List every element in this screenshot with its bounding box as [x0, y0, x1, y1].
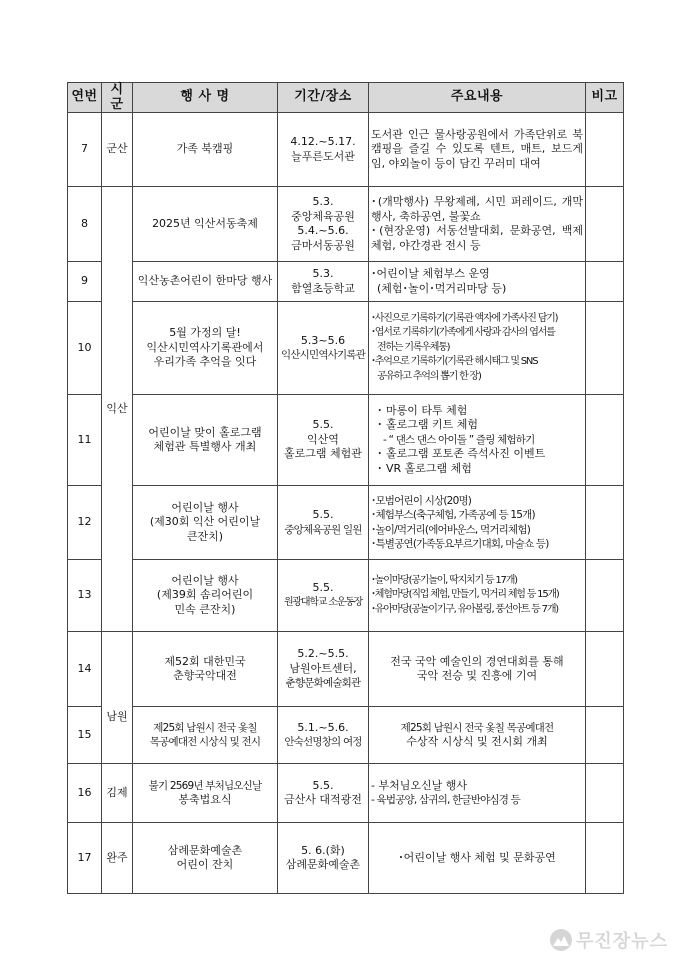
table-row [68, 113, 624, 187]
name-line: 가족 북캠핑 [176, 142, 234, 156]
row-content [369, 823, 586, 894]
period-line: 5.1.~5.6. [297, 720, 349, 734]
period-line: 원광대학교 소운동장 [283, 596, 363, 608]
content-item: ･엽서로 기록하기(가족에게 사랑과 감사의 엽서를 [371, 327, 555, 339]
row-no: 8 [68, 187, 102, 262]
name-line: 봉축법요식 [178, 793, 232, 806]
period-line: 중앙체육공원 일원 [284, 523, 362, 536]
content-item: (체험･놀이･먹거리마당 등) [377, 281, 507, 295]
header-no: 연번 [68, 83, 102, 113]
period-line: 5.3. [312, 267, 334, 280]
name-line: 2025년 익산서동축제 [152, 216, 258, 230]
content-item: ･ 홀로그램 포토존 즉석사진 이벤트 [377, 447, 546, 461]
row-note [586, 560, 624, 632]
row-note [586, 187, 624, 262]
period-line: 늘푸른도서관 [291, 149, 355, 163]
row-note [586, 764, 624, 823]
content-item: 수상작 시상식 및 전시회 개최 [406, 735, 548, 748]
row-no: 7 [68, 113, 102, 187]
row-content [369, 707, 586, 764]
row-period [278, 632, 369, 707]
period-line: 5.5. [312, 418, 334, 432]
row-content [369, 302, 586, 395]
row-period [278, 707, 369, 764]
row-city: 완주 [102, 823, 133, 894]
name-line: 제25회 남원시 전국 옻칠 [153, 721, 257, 734]
name-line: 삼례문화예술촌 [167, 843, 243, 857]
name-line: 어린이날 행사 [171, 573, 239, 587]
table-row [68, 262, 624, 302]
row-period [278, 395, 369, 486]
row-note [586, 302, 624, 395]
content-item: 공유하고 추억의 뽑기 한 장) [377, 370, 481, 382]
watermark-text: 무진장뉴스 [576, 931, 668, 952]
name-line: 불기 2569년 부처님오신날 [148, 779, 262, 792]
period-line: 금산사 대적광전 [284, 793, 362, 806]
table-row [68, 764, 624, 823]
row-no: 13 [68, 560, 102, 632]
watermark [550, 928, 668, 952]
row-note [586, 113, 624, 187]
content-item: ･(현장운영) 서동선발대회, 문화공연, 백제체험, 야간경관 전시 등 [371, 224, 583, 252]
row-no: 12 [68, 486, 102, 560]
row-period [278, 823, 369, 894]
row-note [586, 707, 624, 764]
row-period [278, 187, 369, 262]
header-content: 주요내용 [369, 83, 586, 113]
content-item: ･모범어린이 시상(20명) [371, 494, 472, 507]
table-row [68, 395, 624, 486]
row-period [278, 302, 369, 395]
row-period [278, 486, 369, 560]
row-no: 11 [68, 395, 102, 486]
content-item: ･ 홀로그램 키트 체험 [377, 418, 478, 432]
content-item: 전하는 기록우체통) [377, 341, 450, 353]
table-row [68, 486, 624, 560]
row-no: 9 [68, 262, 102, 302]
content-item: - 부처님오신날 행사 [371, 778, 467, 792]
row-note [586, 632, 624, 707]
period-line: 안숙선명창의 여정 [284, 736, 362, 748]
name-line: 어린이날 맞이 홀로그램 [148, 425, 262, 439]
row-content [369, 764, 586, 823]
row-city: 김제 [102, 764, 133, 823]
period-line: 5.4.~5.6. [297, 224, 349, 237]
name-line: 어린이날 행사 [171, 500, 239, 514]
name-line: 익산농촌어린이 한마당 행사 [137, 274, 273, 288]
row-name [133, 302, 278, 395]
row-no: 14 [68, 632, 102, 707]
period-line: 함열초등학교 [291, 281, 355, 295]
row-no: 15 [68, 707, 102, 764]
period-line: 춘향문화예술회관 [285, 677, 361, 690]
row-period [278, 560, 369, 632]
name-line: 목공예대전 시상식 및 전시 [149, 736, 261, 748]
row-note [586, 262, 624, 302]
content-item: ･체험마당(직업 체험, 만들기, 먹거리 체험 등 15개) [371, 589, 559, 601]
table-row [68, 707, 624, 764]
name-line: 5월 가정의 달! [169, 326, 241, 340]
name-line: 익산시민역사기록관에서 [146, 340, 264, 354]
name-line: 춘향국악대전 [173, 669, 237, 682]
name-line: 민속 큰잔치) [174, 602, 236, 616]
mountain-logo-icon [550, 929, 572, 951]
table-row [68, 823, 624, 894]
name-line: (제30회 익산 어린이날 [149, 515, 261, 529]
content-item: 국악 전승 및 진흥에 기여 [416, 669, 538, 682]
header-note: 비고 [586, 83, 624, 113]
period-line: 금마서동공원 [291, 238, 355, 252]
row-name [133, 395, 278, 486]
period-line: 익산시민역사기록관 [280, 349, 366, 361]
content-item: ･ 마롱이 타투 체험 [377, 403, 468, 417]
row-no: 16 [68, 764, 102, 823]
period-line: 4.12.~5.17. [290, 135, 356, 148]
period-line: 5.5. [312, 778, 334, 792]
content-item: 전국 국악 예술인의 경연대회를 통해 [390, 654, 564, 668]
content-item: ･(개막행사) 무왕제례, 시민 퍼레이드, 개막행사, 축하공연, 불꽃쇼 [371, 195, 583, 223]
name-line: 제52회 대한민국 [164, 654, 246, 668]
period-line: 중앙체육공원 [291, 209, 355, 223]
row-period [278, 262, 369, 302]
period-line: 5.5. [312, 508, 334, 521]
period-line: 홀로그램 체험관 [284, 447, 362, 461]
content-item: ･어린이날 체험부스 운영 [371, 267, 490, 280]
row-content: 도서관 인근 물사랑공원에서 가족단위로 북캠핑을 즐길 수 있도록 텐트, 매트, 보드게임, 야외놀이 등이 담긴 꾸러미 대여 [369, 113, 586, 187]
row-content [369, 262, 586, 302]
content-item: ･어린이날 행사 체험 및 문화공연 [398, 850, 556, 864]
period-line: 남원아트센터, [289, 661, 357, 675]
row-city-namwon: 남원 [102, 632, 133, 764]
period-line: 5.2.~5.5. [297, 647, 349, 661]
row-no: 17 [68, 823, 102, 894]
header-period: 기간/장소 [278, 83, 369, 113]
header-row [68, 83, 624, 113]
name-line: 우리가족 추억을 잇다 [153, 355, 257, 369]
period-line: 5.3~5.6 [300, 333, 346, 347]
row-content [369, 560, 586, 632]
header-name: 행 사 명 [133, 83, 278, 113]
row-name [133, 560, 278, 632]
table-row [68, 560, 624, 632]
events-table [67, 82, 624, 894]
period-line: 삼례문화예술촌 [285, 858, 361, 871]
row-period [278, 113, 369, 187]
table-row [68, 187, 624, 262]
row-name [133, 486, 278, 560]
name-line: 어린이 잔치 [176, 858, 234, 871]
content-item: ･추억으로 기록하기(기록관 해시태그 및 SNS [371, 356, 538, 368]
row-name [133, 823, 278, 894]
content-item: - “ 댄스 댄스 아이돌 ” 즐링 체험하기 [383, 433, 535, 446]
row-content [369, 632, 586, 707]
row-note [586, 823, 624, 894]
period-line: 5. 6.(화) [301, 843, 345, 857]
content-item: ･ VR 홀로그램 체험 [377, 461, 472, 475]
content-item: ･체험부스(축구체험, 가족공예 등 15개) [371, 509, 535, 521]
content-item: 제25회 남원시 전국 옻칠 목공예대전 [400, 721, 554, 734]
row-name [133, 632, 278, 707]
content-item: ･놀이마당(공기놀이, 딱지치기 등 17개) [371, 574, 517, 586]
content-item: - 육법공양, 삼귀의, 한글반야심경 등 [371, 794, 521, 806]
name-line: 큰잔치) [186, 529, 224, 543]
row-note [586, 486, 624, 560]
content-item: ･유아마당(공놀이기구, 유아볼링, 풍선아트 등 7개) [371, 603, 558, 615]
content-item: ･특별공연(가족동요부르기대회, 마술쇼 등) [371, 538, 549, 550]
row-name [133, 187, 278, 262]
header-city: 시군 [102, 83, 133, 113]
name-line: 체험관 특별행사 개최 [153, 440, 257, 453]
row-name [133, 707, 278, 764]
row-period [278, 764, 369, 823]
period-line: 5.5. [312, 581, 334, 594]
content-item: ･사진으로 기록하기(기록관 액자에 가족사진 담기) [371, 312, 558, 324]
row-content [369, 486, 586, 560]
name-line: (제39회 솜리어린이 [156, 588, 254, 602]
row-note [586, 395, 624, 486]
row-name [133, 262, 278, 302]
row-no: 10 [68, 302, 102, 395]
row-content [369, 187, 586, 262]
content-item: ･놀이/먹거리(에어바운스, 먹거리체험) [371, 523, 531, 536]
row-name [133, 113, 278, 187]
period-line: 5.3. [312, 195, 334, 208]
row-content [369, 395, 586, 486]
row-name [133, 764, 278, 823]
table-row [68, 302, 624, 395]
period-line: 익산역 [307, 432, 339, 446]
row-city: 군산 [102, 113, 133, 187]
row-city-iksan: 익산 [102, 187, 133, 632]
table-row [68, 632, 624, 707]
